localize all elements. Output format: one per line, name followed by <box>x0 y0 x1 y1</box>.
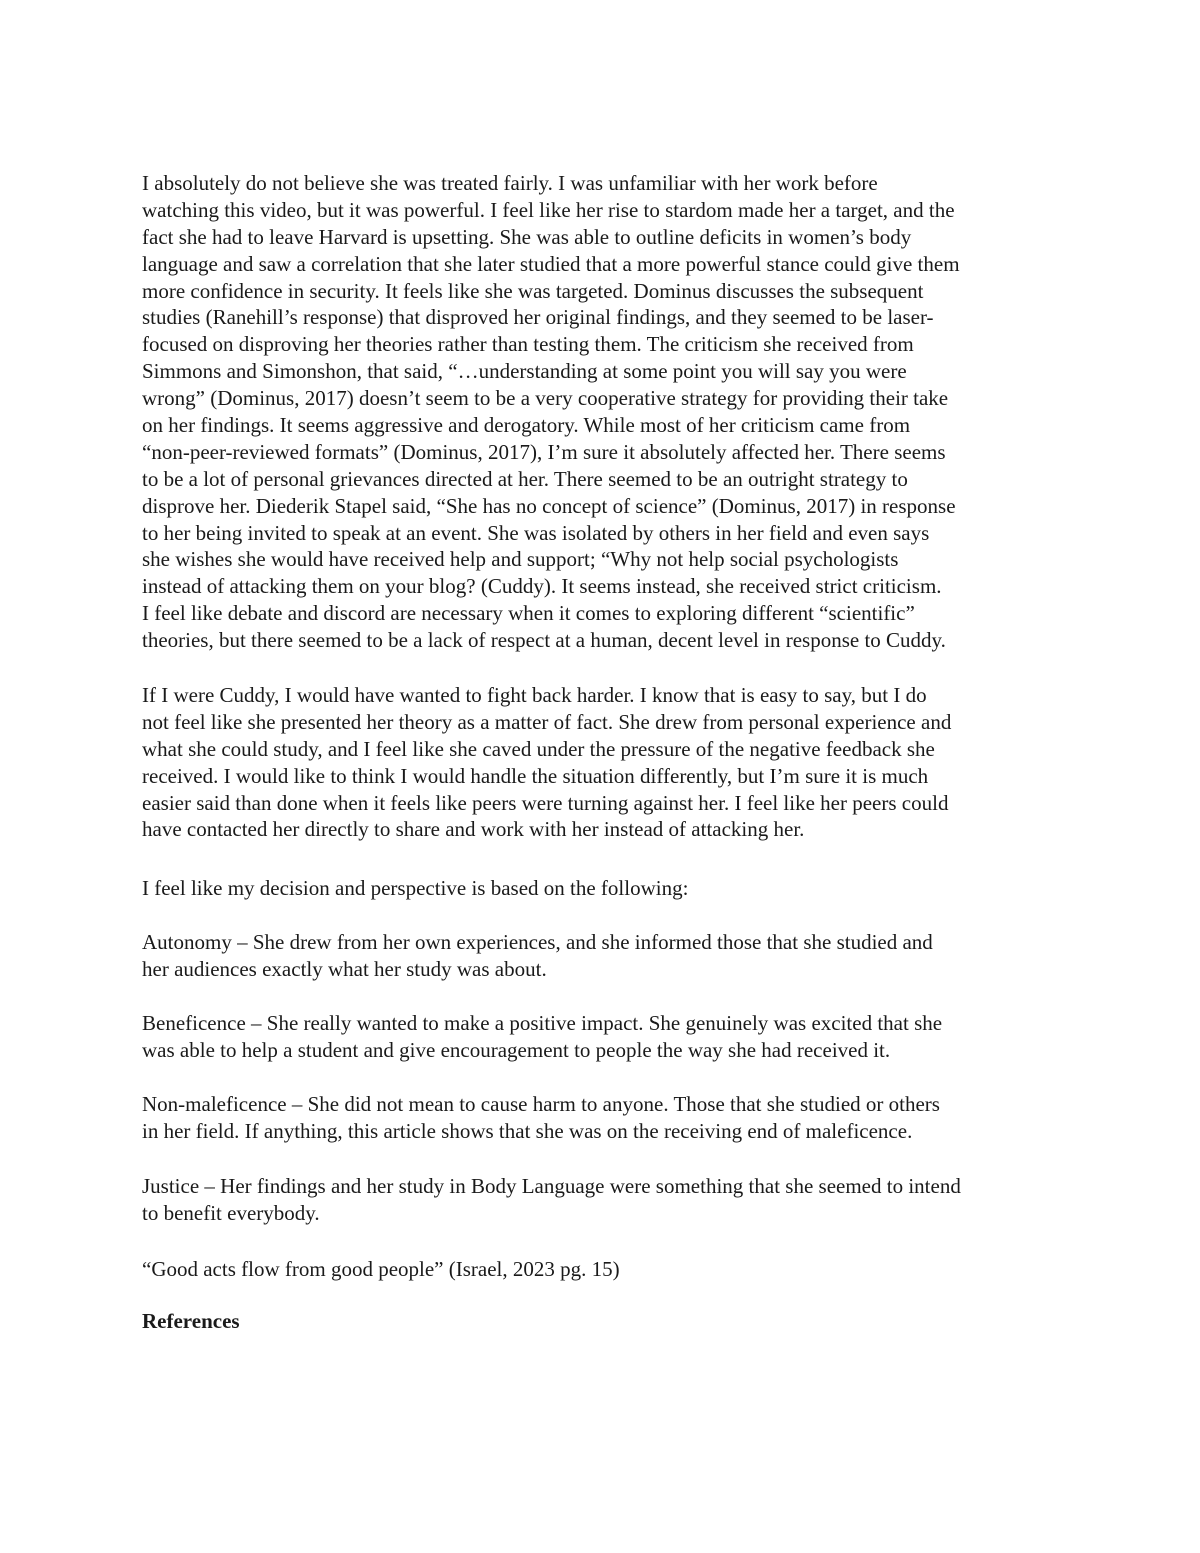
text-line: If I were Cuddy, I would have wanted to fight back harder. I know that is easy to say, but I do <box>142 683 927 707</box>
text-line: was able to help a student and give encouragement to people the way she had received it. <box>142 1037 891 1062</box>
text-line: watching this video, but it was powerful. I feel like her rise to stardom made her a target, and the <box>142 197 955 222</box>
text-line: I absolutely do not believe she was treated fairly. I was unfamiliar with her work before <box>142 171 878 195</box>
text-line: disprove her. Diederik Stapel said, “She has no concept of science” (Dominus, 2017) in response <box>142 493 956 518</box>
text-line: fact she had to leave Harvard is upsetting. She was able to outline deficits in women’s body <box>142 224 912 249</box>
text-line: I feel like my decision and perspective is based on the following: <box>142 876 689 900</box>
text-line: to be a lot of personal grievances directed at her. There seemed to be an outright strategy to <box>142 466 908 491</box>
text-line: Simmons and Simonshon, that said, “…understanding at some point you will say you were <box>142 359 907 384</box>
text-line: not feel like she presented her theory as a matter of fact. She drew from personal experience and <box>142 709 952 734</box>
text-line: have contacted her directly to share and work with her instead of attacking her. <box>142 817 805 842</box>
text-line: focused on disproving her theories rather than testing them. The criticism she received from <box>142 332 914 357</box>
text-line: to her being invited to speak at an event. She was isolated by others in her field and even says <box>142 520 930 545</box>
paragraph-cuddy-response <box>142 682 1072 843</box>
text-line: to benefit everybody. <box>142 1200 320 1225</box>
text-line: wrong” (Dominus, 2017) doesn’t seem to be a very cooperative strategy for providing their take <box>142 386 949 411</box>
text-line: I feel like debate and discord are necessary when it comes to exploring different “scientific” <box>142 601 915 626</box>
text-line: easier said than done when it feels like peers were turning against her. I feel like her peers could <box>142 790 949 815</box>
text-line: theories, but there seemed to be a lack of respect at a human, decent level in response to Cuddy. <box>142 628 946 653</box>
paragraph-perspective <box>142 875 1072 902</box>
text-line: “Good acts flow from good people” (Israel, 2023 pg. 15) <box>142 1257 620 1281</box>
text-line: in her field. If anything, this article shows that she was on the receiving end of maleficence. <box>142 1118 913 1143</box>
text-line: language and saw a correlation that she later studied that a more powerful stance could give them <box>142 251 960 276</box>
text-line: studies (Ranehill’s response) that disproved her original findings, and they seemed to be laser- <box>142 305 934 330</box>
text-line: instead of attacking them on your blog? (Cuddy). It seems instead, she received strict criticism. <box>142 574 942 599</box>
references-heading: References <box>142 1309 240 1333</box>
paragraph-fairness <box>142 170 1072 654</box>
text-line: her audiences exactly what her study was about. <box>142 956 547 981</box>
paragraph-beneficence <box>142 1010 1072 1064</box>
text-line: Beneficence – She really wanted to make a positive impact. She genuinely was excited that she <box>142 1011 943 1035</box>
text-line: more confidence in security. It feels like she was targeted. Dominus discusses the subsequent <box>142 278 924 303</box>
text-line: “non-peer-reviewed formats” (Dominus, 2017), I’m sure it absolutely affected her. There seems <box>142 439 946 464</box>
text-line: Non-maleficence – She did not mean to cause harm to anyone. Those that she studied or others <box>142 1092 940 1116</box>
paragraph-non-maleficence <box>142 1091 1072 1145</box>
paragraph-autonomy <box>142 929 1072 983</box>
text-line: what she could study, and I feel like she caved under the pressure of the negative feedback she <box>142 736 935 761</box>
text-line: Justice – Her findings and her study in Body Language were something that she seemed to intend <box>142 1174 961 1198</box>
paragraph-justice <box>142 1173 1072 1227</box>
text-line: received. I would like to think I would handle the situation differently, but I’m sure it is much <box>142 763 929 788</box>
text-line: she wishes she would have received help and support; “Why not help social psychologists <box>142 547 899 572</box>
quote-good-acts <box>142 1256 1072 1283</box>
text-line: on her findings. It seems aggressive and derogatory. While most of her criticism came from <box>142 413 911 438</box>
text-line: Autonomy – She drew from her own experiences, and she informed those that she studied and <box>142 930 933 954</box>
